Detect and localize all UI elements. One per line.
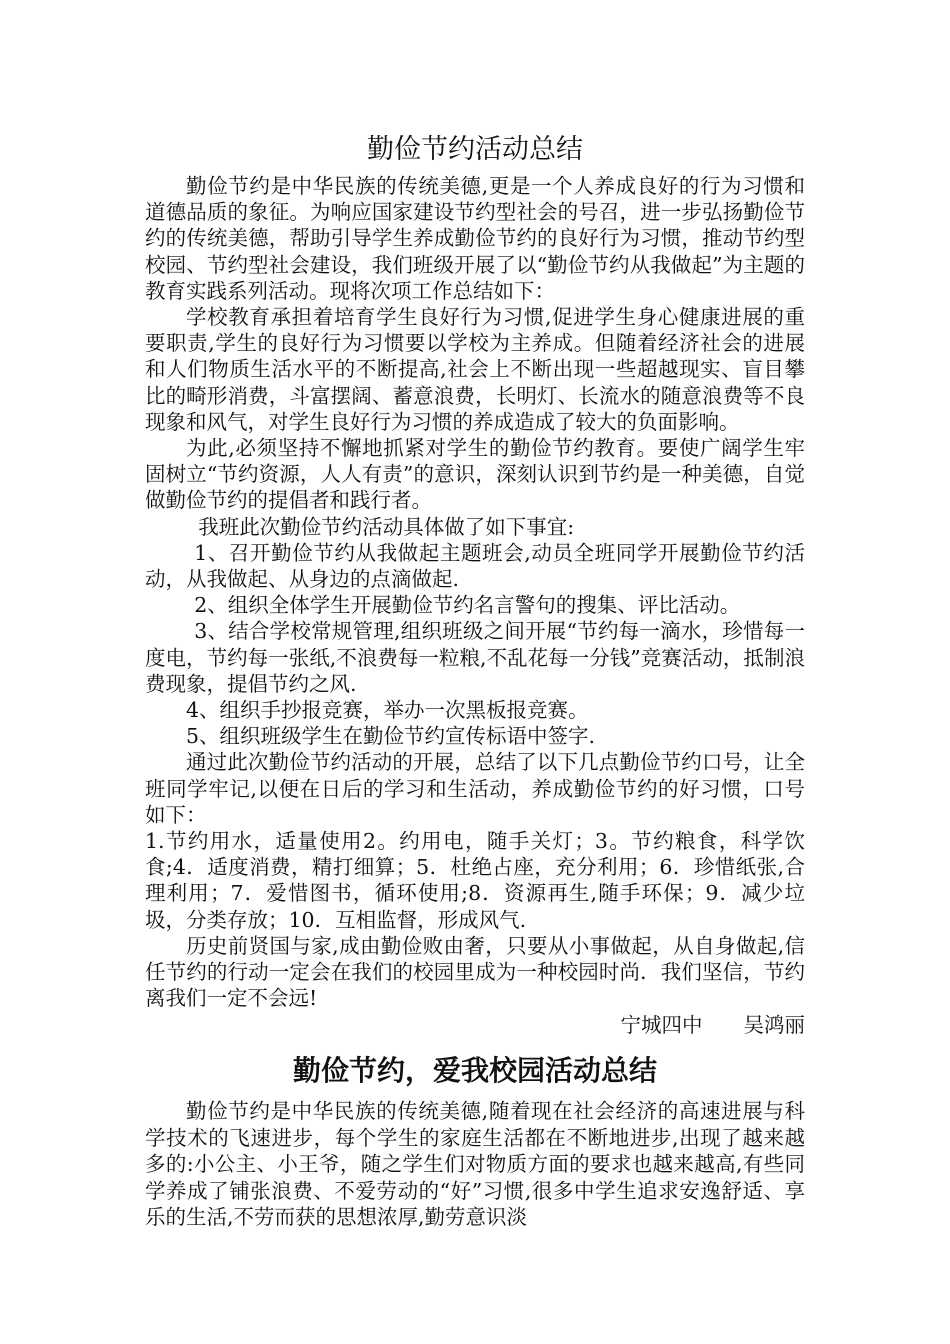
document2-body — [145, 1098, 805, 1231]
document-title: 勤俭节约活动总结 — [367, 134, 583, 165]
list-item-activity-5: 5、组织班级学生在勤俭节约宣传标语中签字. — [186, 724, 596, 749]
paragraph-intro: 勤俭节约是中华民族的传统美德,更是一个人养成良好的行为习惯和道德品质的象征。为响应国家建设节约型社会的号召，进一步弘扬勤俭节约的传统美德，帮助引导学生养成勤俭节约的良好行为习惯，推动节约型校园、节约型社会建设，我们班级开展了以“勤俭节约从我做起”为主题的教育实践系列活动。现将次项工作总结如下： — [145, 174, 805, 303]
document2-paragraph-intro: 勤俭节约是中华民族的传统美德,随着现在社会经济的高速进展与科学技术的飞速进步，每个学生的家庭生活都在不断地进步,出现了越来越多的:小公主、小王爷，随之学生们对物质方面的要求也越来越高,有些同学养成了铺张浪费、不爱劳动的“好”习惯,很多中学生追求安逸舒适、享乐的生活,不劳而获的思想浓厚,勤劳意识淡 — [145, 1099, 805, 1229]
signature: 宁城四中 吴鸿丽 — [620, 1012, 805, 1037]
paragraph-activities-intro: 我班此次勤俭节约活动具体做了如下事宜: — [198, 514, 575, 539]
paragraph-school-education: 学校教育承担着培育学生良好行为习惯,促进学生身心健康进展的重要职责,学生的良好行为习惯要以学校为主养成。但随着经济社会的进展和人们物质生活水平的不断提高,社会上不断出现一些超越现实、盲目攀比的畸形消费，斗富摆阔、蓄意浪费，长明灯、长流水的随意浪费等不良现象和风气，对学生良好行为习惯的养成造成了较大的负面影响。 — [145, 305, 805, 434]
document-body — [145, 173, 805, 1038]
list-item-activity-3: 3、结合学校常规管理,组织班级之间开展“节约每一滴水，珍惜每一度电，节约每一张纸,不浪费每一粒粮,不乱花每一分钱”竞赛活动，抵制浪费现象，提倡节约之风. — [145, 619, 805, 696]
list-item-activity-1: 1、召开勤俭节约从我做起主题班会,动员全班同学开展勤俭节约活动，从我做起、从身边的点滴做起. — [145, 540, 805, 592]
paragraph-persistence: 为此,必须坚持不懈地抓紧对学生的勤俭节约教育。要使广阔学生牢固树立“节约资源，人人有责”的意识，深刻认识到节约是一种美德，自觉做勤俭节约的提倡者和践行者。 — [145, 436, 805, 513]
paragraph-conclusion: 历史前贤国与家,成由勤俭败由奢，只要从小事做起，从自身做起,信任节约的行动一定会在我们的校园里成为一种校园时尚．我们坚信，节约离我们一定不会远! — [145, 933, 805, 1011]
paragraph-slogans-intro: 通过此次勤俭节约活动的开展，总结了以下几点勤俭节约口号，让全班同学牢记,以便在日后的学习和生活动，养成勤俭节约的好习惯，口号如下： — [145, 750, 805, 827]
list-item-activity-2: 2、组织全体学生开展勤俭节约名言警句的搜集、评比活动。 — [194, 593, 741, 618]
list-item-activity-4: 4、组织手抄报竞赛，举办一次黑板报竞赛。 — [186, 698, 589, 723]
paragraph-slogans-list: 1.节约用水，适量使用2。约用电，随手关灯；3。节约粮食，科学饮食;4．适度消费，精打细算；5．杜绝占座，充分利用；6．珍惜纸张,合理利用；7．爱惜图书，循环使用;8．资源再生,随手环保；9．减少垃圾，分类存放；10．互相监督，形成风气. — [145, 829, 805, 932]
document2-title: 勤俭节约，爱我校园活动总结 — [292, 1054, 657, 1087]
